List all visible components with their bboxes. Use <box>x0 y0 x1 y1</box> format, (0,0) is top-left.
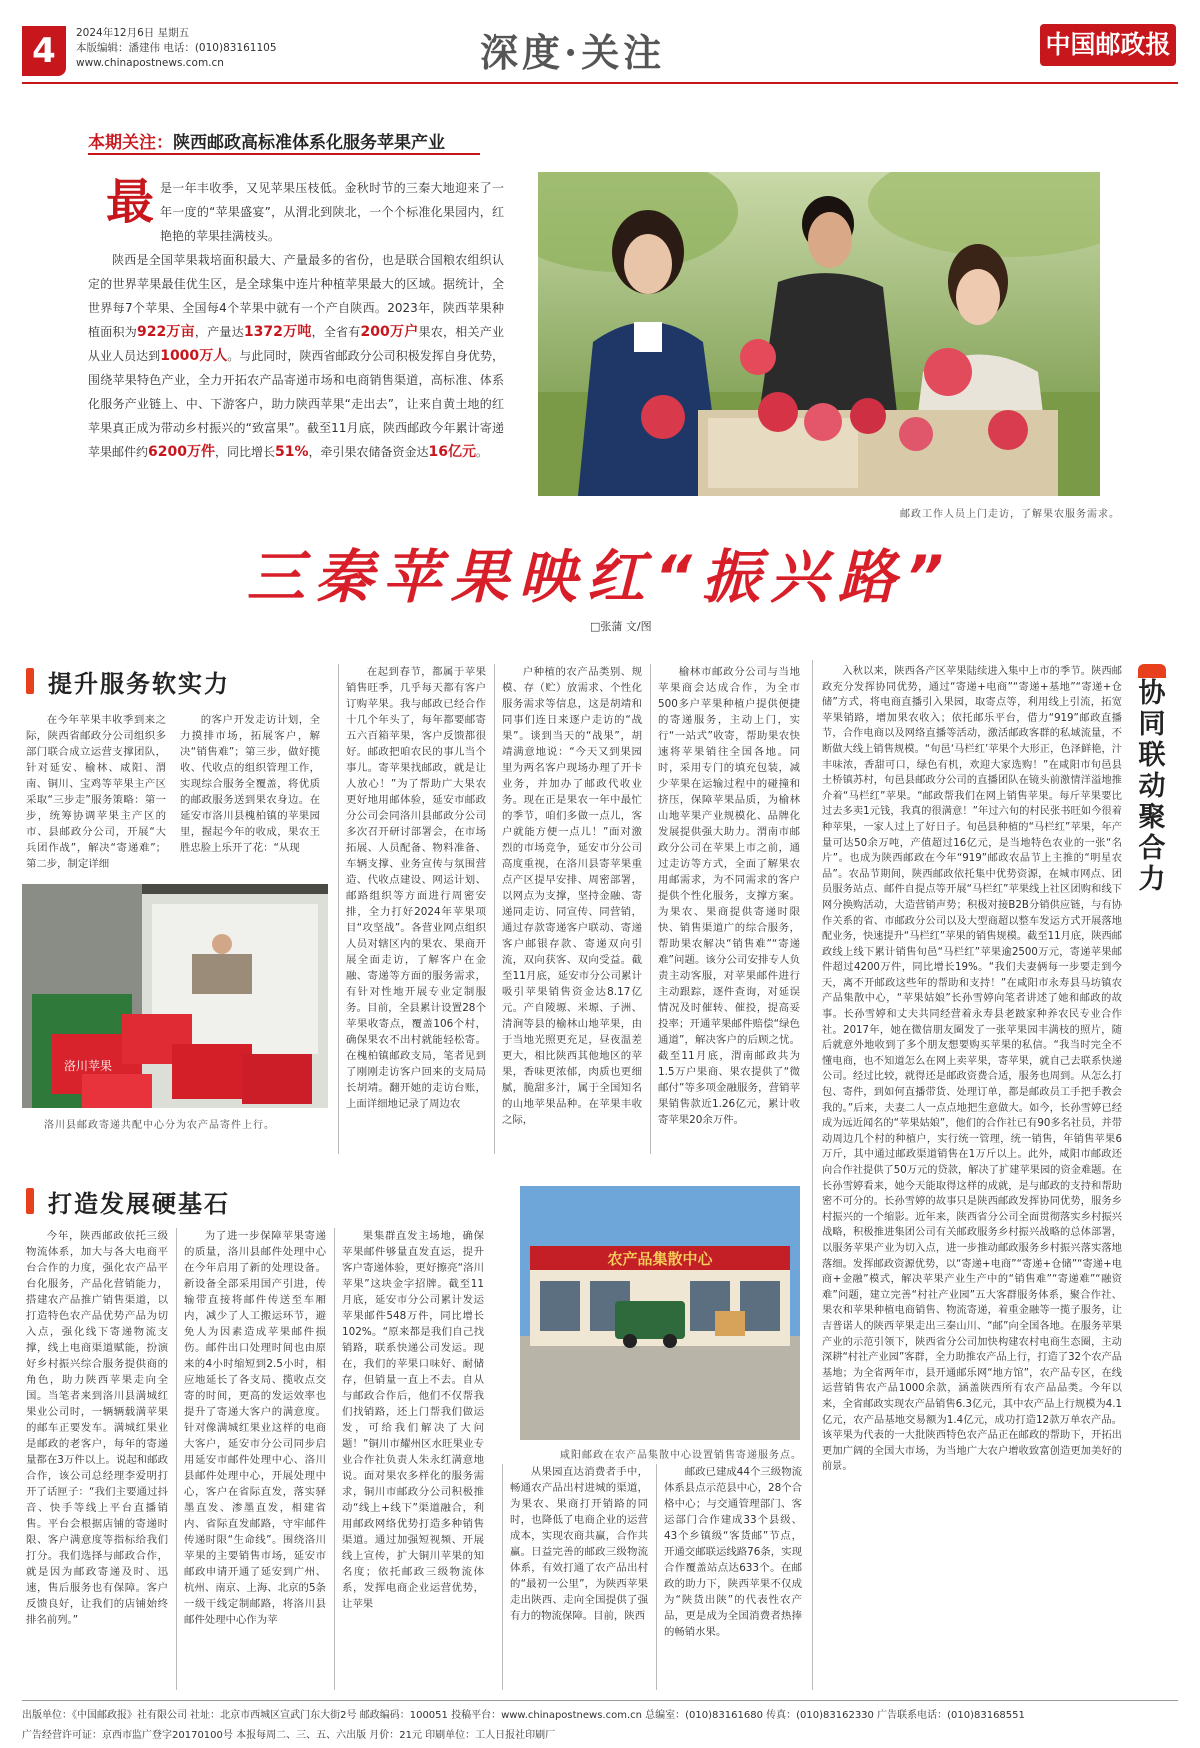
section3-title <box>1132 678 1172 895</box>
section3-title-char: 同 <box>1138 709 1166 740</box>
main-photo <box>538 172 1100 496</box>
section3-title-char: 联 <box>1138 740 1166 771</box>
section-marker <box>1138 664 1166 678</box>
truck-photo-caption: 洛川县邮政寄递共配中心分为农产品寄件上行。 <box>44 1120 275 1131</box>
column-divider <box>176 1228 177 1690</box>
section1-column-2: 的客户开发走访计划，全力摸排市场，拓展客户，解决“销售难”；第三步，做好揽收、代收点的组织管理工作，实现综合服务全覆盖，将优质的邮政服务送到果农身边。在延安市洛川县槐柏镇的苹果园里，握起今年的收成，果农王胜忠脸上乐开了花：“从现 <box>180 714 320 854</box>
headline: 三秦苹果映红“振兴路” <box>246 543 954 611</box>
focus-topic: 陕西邮政高标准体系化服务苹果产业 <box>173 133 445 153</box>
editor-info: 本版编辑：潘建伟 电话：(010)83161105 <box>76 42 277 54</box>
section2-column-1: 今年，陕西邮政依托三级物流体系，加大与各大电商平台合作的力度，强化农产品平台化服务，产品化营销能力，搭建农产品推广销售渠道，以打造特色农产品优势产品为切入点，强化线下寄递物流支撑，线上电商渠道赋能，扮演好乡村振兴综合服务提供商的角色，助力陕西苹果走向全国。当笔者来到洛川县满城红果业公司时，一辆辆载满苹果的邮车正要发车。满城红果业是邮政的老客户，每年的寄递量都在3万件以上。说起和邮政合作，该公司总经理李爱明打开了话匣子：“我们主要通过抖音、快手等线上平台直播销售。平台会根据店铺的寄递时限、客户满意度等指标给我们打分。我们选择与邮政合作，就是因为邮政寄递及时、迅速，售后服务也有保障。客户反馈良好，让我们的店铺始终排名前列。” <box>26 1230 168 1626</box>
masthead-rule <box>22 82 1178 84</box>
section1-column-4: 户种植的农产品类别、规模、存（贮）放需求、个性化服务需求等信息，这是胡靖和同事们连日来逐户走访的“战果”。谈到当天的“战果”，胡靖满意地说：“今天又到果园里为两名客户现场办理了开卡业务，并加办了邮政代收业务。现在正是果农一年中最忙的季节，咱们多做一点儿，客户就能方便一点儿！”面对激烈的市场竞争，延安市分公司高度重视，在洛川县寄苹果重点产区提早安排、周密部署，以网点为支撑，坚持金融、寄递同走访、同宣传、同营销，通过存款寄递客户联动、寄递客户邮银存款、寄递双向引流，双向获客、双向受益。截至11月底，延安市分公司累计吸引苹果销售资金达8.17亿元。产自陵塬、米塬、子洲、清涧等县的榆林山地苹果，由于当地光照更充足，昼夜温差更大，相比陕西其他地区的苹果，香味更浓郁，肉质也更细腻，脆甜多汁，属于全国知名的山地苹果品种。在苹果丰收之际， <box>502 666 642 1126</box>
column-divider <box>338 664 339 1154</box>
section3-title-char: 力 <box>1138 864 1166 895</box>
newspaper-logo: 中国邮政报 <box>1040 24 1176 66</box>
lead-paragraphs <box>88 176 504 464</box>
section2-column-3: 果集群直发主场地，确保苹果邮件够量直发直运，提升客户寄递体验，更好擦亮“洛川苹果”这块金字招牌。截至11月底，延安市分公司累计发运苹果邮件548万件，同比增长102%。“原来都是我们自己找销路，联系快递公司发运。现在，我们的苹果口味好、耐储存，但销量一直上不去。自从与邮政合作后，他们不仅帮我们找销路，还上门帮我们做运发，可给我们解决了大问题！”铜川市耀州区水旺果业专业合作社负责人朱永红满意地说。面对果农多样化的服务需求，铜川市邮政分公司积极推动“线上+线下”渠道融合，利用邮政网络优势打造多种销售渠道。通过加强短视频、开展线上宣传，扩大铜川苹果的知名度；依托邮政三级物流体系，发挥电商企业运营优势，让苹果 <box>342 1230 484 1610</box>
section1-column-1: 在今年苹果丰收季到来之际，陕西省邮政分公司组织多部门联合成立运营支撑团队，针对延安、榆林、咸阳、渭南、铜川、宝鸡等苹果主产区采取“三步走”服务策略：第一步，统筹协调苹果主产区的市、县邮政分公司，开展“大兵团作战”，解决“寄递难”；第二步，制定详细 <box>26 714 166 870</box>
section3-title-char: 聚 <box>1138 802 1166 833</box>
section2-column-5: 邮政已建成44个三级物流体系县点示范县中心，28个合格中心；与交通管理部门、客运部门合作建成33个县级、43个乡镇级“客货邮”节点，开通交邮联运线路76条，实现合作覆盖站点达633个。在邮政的助力下，陕西苹果不仅成为“陕货出陕”的代表性农产品，更是成为全国消费者热捧的畅销水果。 <box>664 1466 802 1638</box>
section-heading-1: 提升服务软实力 <box>26 664 286 698</box>
section-heading-2: 打造发展硬基石 <box>26 1184 286 1218</box>
masthead-meta <box>76 26 277 71</box>
section-marker <box>26 668 34 694</box>
byline: □张蒲 文/图 <box>590 620 652 633</box>
section1-column-3: 在起到春节，都属于苹果销售旺季，几乎每天都有客户订购苹果。我与邮政已经合作十几个年头了，每年都要邮寄五六百箱苹果，客户反馈都很好。邮政把咱农民的事儿当个事儿。寄苹果找邮政，就是让人放心！”为了帮助广大果农更好地用邮体验，延安市邮政分公司会同洛川县邮政分公司多次召开研讨部署会，在市场拓展、人员配备、物料准备、车辆支撑、业务宣传与氛围营造、代收点建设、网运计划、邮路组织等方面进行周密安排，全力打好2024年苹果项目“攻坚战”。各营业网点组织人员对辖区内的果农、果商开展全面走访，了解客户在金融、寄递等方面的服务需求，有针对性地开展专业定制服务。目前，全县累计设置28个苹果收寄点，覆盖106个村，确保果农不出村就能轻松寄。在槐柏镇邮政支局，笔者见到了刚刚走访客户回来的支局局长胡靖。翻开她的走访台账，上面详细地记录了周边农 <box>346 666 486 1110</box>
focus-label: 本期关注： <box>88 133 173 153</box>
focus-underline <box>88 153 480 155</box>
column-divider <box>494 664 495 1154</box>
website[interactable]: www.chinapostnews.com.cn <box>76 57 224 69</box>
section-title: 深度·关注 <box>480 30 666 75</box>
drop-cap: 最 <box>106 174 155 230</box>
footer-rule <box>22 1700 1178 1701</box>
box-label: 洛川苹果 <box>64 1059 113 1073</box>
center-photo-caption: 咸阳邮政在农产品集散中心设置销售寄递服务点。 <box>560 1450 802 1461</box>
section3-title-char: 动 <box>1138 771 1166 802</box>
footer-license-info: 广告经营许可证：京西市监广登字20170100号 本报每周二、三、五、六出版 月价：21元 印刷单位：工人日报社印刷厂 <box>22 1730 556 1741</box>
center-sign: 农产品集散中心 <box>607 1250 713 1268</box>
lead-paragraph-2: 陕西是全国苹果栽培面积最大、产量最多的省份，也是联合国粮农组织认定的世界苹果最佳优生区，是全球集中连片种植苹果最大的区域。据统计，全世界每7个苹果、全国每4个苹果中就有一个产自陕西。2023年，陕西苹果种植面积为922万亩，产量达1372万吨，全省有200万户果农，相关产业从业人员达到1000万人。与此同时，陕西省邮政分公司积极发挥自身优势，围绕苹果特色产业，全力开拓农产品寄递市场和电商销售渠道，高标准、体系化服务产业链上、中、下游客户，助力陕西苹果“走出去”，让来自黄土地的红苹果真正成为带动乡村振兴的“致富果”。截至11月底，陕西邮政今年累计寄递苹果邮件约6200万件，同比增长51%，牵引果农储备资金达16亿元。 <box>88 253 504 460</box>
collection-center-photo <box>520 1186 800 1440</box>
column-divider <box>656 1464 657 1690</box>
truck-loading-illustration <box>22 884 328 1108</box>
section3-title-char: 合 <box>1138 833 1166 864</box>
section-marker <box>26 1188 34 1214</box>
issue-date: 2024年12月6日 星期五 <box>76 27 190 39</box>
column-divider <box>502 1464 503 1690</box>
section-heading-3 <box>1132 664 1172 895</box>
section3-column: 入秋以来，陕西各产区苹果陆续进入集中上市的季节。陕西邮政充分发挥协同优势，通过“寄递+电商”“寄递+基地”“寄递+仓储”方式，将电商直播引入果园，取寄点等，利用线上引流，拓宽苹果销路，增加果农收入；依托邮乐平台，借力“919”邮政直播节，合作电商以及网络直播等活动，激活邮政客群的私域流量，不断做大线上销售规模。“旬邑‘马栏红’苹果个大形正，色泽鲜艳，汁丰味浓，香甜可口，绿色有机，欢迎大家选购！”在咸阳市旬邑县土桥镇苏村，旬邑县邮政分公司的直播团队在镜头前激情洋溢地推介着“马栏红”苹果。“邮政帮我们在网上销售苹果。每斤苹果要比过去多卖1元钱，我真的很满意！”年过六旬的村民张书旺如今很着种苹果，一家人过上了好日子。旬邑县种植的“马栏红”苹果，年产量可达50余万吨，产值超过16亿元，是当地特色农业的一张“名片”。也成为陕西邮政在今年“919”邮政农品节上主推的“明星农品”。农品节期间，陕西邮政依托集中优势资源，在城市网点、团员服务站点、邮件自提点等开展“马栏红”苹果线上社区团购和线下网分换购活动，大造营销声势；积极对接B2B分销供应链，与有协作关系的省、市邮政分公司以及大型商超以整车发运方式开展落地配业务，快速提升“马栏红”苹果的销售规模。截至11月底，陕西邮政线上线下累计销售旬邑“马栏红”苹果逾2500万元，寄递苹果邮件超过4200万件，同比增长19%。“我们夫妻俩每一步要走到今天，离不开邮政这些年的帮助和支持！”在咸阳市永寿县马坊镇农产品集散中心，“苹果姑娘”长孙雪婷向笔者讲述了她和邮政的故事。长孙雪婷和丈夫共同经营着永寿县老跛家种养农民专业合作社。2017年，她在微信朋友圈发了一张苹果园丰满枝的照片，随后就意外地收到了多个朋友想要购买苹果的私信。“我当时完全不懂电商，也不知道怎么在网上卖苹果，寄苹果，就自己去联系快递公司。经过比较，就得还是邮政资费合适，服务也周到。从怎么打包、寄件，到如何直播带货、处理订单，都是邮政员工手把手教会我的。”后来，夫妻二人一点点地把生意做大。如今，长孙雪婷已经成为远近闻名的“苹果姑娘”，他们的合作社已有90多名社员，并带动周边几个村的种植户，实行统一管理，统一销售，年销售苹果6万斤，其中通过邮政渠道销售在1万斤以上。此外，咸阳市邮政还向合作社提供了50万元的贷款，解决了扩建苹果园的资金难题。在长孙雪婷看来，她今天能取得这样的成就，是与邮政的支持和帮助密不可分的。长孙雪婷的故事只是陕西邮政发挥协同优势，服务乡村振兴的一个缩影。近年来，陕西省分公司全面贯彻落实乡村振兴战略，积极推进集团公司有关邮政服务乡村振兴战略的总体部署，以服务苹果产业为切入点，进一步推动邮政服务乡村振兴落实落地落细。发挥邮政资源优势，以“寄递+电商”“寄递+仓储”“寄递+电商+金融”模式，解决苹果产业生产中的“销售难”“寄递难”“融资难”问题，建立完善“村社产业园”五大客群服务体系，聚合作社、果农和苹果种植电商销售、物流寄递，着重金融等一揽子服务，让吉普诺人的陕西苹果走出三秦山川、“邮”向全国各地。在服务苹果产业的示范引领下，陕西省分公司加快构建农村电商生态圈，主动深耕“村社产业园”客群，全力助推农产品上行，打造了32个农产品基地；为全省两年市，县开通邮乐网“地方馆”，农产品专区，在线运营销售农产品1000余款，涵盖陕西所有农产品品类。今年以来，全省邮政实现农产品销售6.3亿元，其中农产品上行规模为4.1亿元，农产品基地交易额为1.4亿元，成功打造12款万单农产品。该苹果为代表的一大批陕西特色农产品正在邮政的帮助下，开拓出更加广阔的全国大市场，为当地广大农户增收致富创造更加美好的前景。 <box>822 666 1122 1473</box>
column-divider <box>650 664 651 1154</box>
section2-column-4: 从果园直达消费者手中，畅通农产品出村进城的渠道，为果农、果商打开销路的同时，也降低了电商企业的运营成本，实现农商共赢，合作共赢。日益完善的邮政三级物流体系，有效打通了农产品出村的“最初一公里”，为陕西苹果走出陕西、走向全国提供了强有力的物流保障。目前，陕西 <box>510 1466 648 1622</box>
column-divider <box>812 660 813 1690</box>
page-number: 4 <box>22 26 66 76</box>
section2-column-2: 为了进一步保障苹果寄递的质量，洛川县邮件处理中心在今年启用了新的处理设备。新设备全部采用国产引进，传输带直接将邮件传送至车厢内，减少了人工搬运环节，避免人为因素造成苹果邮件损伤。邮件出口处理时间也由原来的4小时缩短到2.5小时，相应地延长了各支局、揽收点交寄的时间，更高的发运效率也提升了寄递大客户的满意度。针对像满城红果业这样的电商大客户，延安市分公司同步启用延安市邮件处理中心、洛川县邮件处理中心，开展处理中心，客户在省际直发，落实驿墨直发、渗墨直发，相建省内、省际直发邮路，守牢邮件传递时限“生命线”。围绕洛川苹果的主要销售市场，延安市邮政申请开通了延安到广州、杭州、南京、上海、北京的5条一级干线定制邮路，将洛川县邮件处理中心作为苹 <box>184 1230 326 1626</box>
section1-column-5: 榆林市邮政分公司与当地苹果商会达成合作，为全市500多户苹果种植户提供便捷的寄递服务，主动上门，实行“一站式”收寄，帮助果农快速将苹果销往全国各地。同时，采用专门的填充包装，减少苹果在运输过程中的碰撞和挤压，保障苹果品质，为榆林山地苹果产业规模化、品牌化发展提供强大助力。渭南市邮政分公司在苹果上市之前，通过走访等方式，全面了解果农用邮需求，为不同需求的客户提供个性化服务，支撑方案。为果农、果商提供寄递时限快、销售渠道广的综合服务，帮助果农解决“销售难”“寄递难”问题。该分公司安排专人负责主动客服，对苹果邮件进行主动跟踪，逐件查询，对延误情况及时催转、催投，提高妥投率；开通苹果邮件赔偿“绿色通道”，解决客户的后顾之忧。截至11月底，渭南邮政共为1.5万户果商、果农提供了“微邮付”等多项金融服务，营销苹果销售款近1.26亿元，累计收寄苹果20余万件。 <box>658 666 800 1126</box>
collection-center-illustration <box>520 1186 800 1440</box>
section3-title-char: 协 <box>1138 678 1166 709</box>
main-photo-caption: 邮政工作人员上门走访，了解果农服务需求。 <box>900 509 1120 520</box>
truck-photo <box>22 884 328 1108</box>
orchard-photo-illustration <box>538 172 1100 496</box>
focus-title <box>88 128 445 153</box>
lead-paragraph-1: 最是一年丰收季，又见苹果压枝低。金秋时节的三秦大地迎来了一年一度的“苹果盛宴”，从渭北到陕北，一个个标准化果园内，红艳艳的苹果挂满枝头。 <box>106 174 504 243</box>
column-divider <box>334 1228 335 1690</box>
footer-publisher-info: 出版单位：《中国邮政报》社有限公司 社址：北京市西城区宣武门东大街2号 邮政编码：100051 投稿平台：www.chinapostnews.com.cn 总编室：(010)83161680 传真：(010)83162330 广告联系电话：(010)83168551 <box>22 1710 1025 1721</box>
